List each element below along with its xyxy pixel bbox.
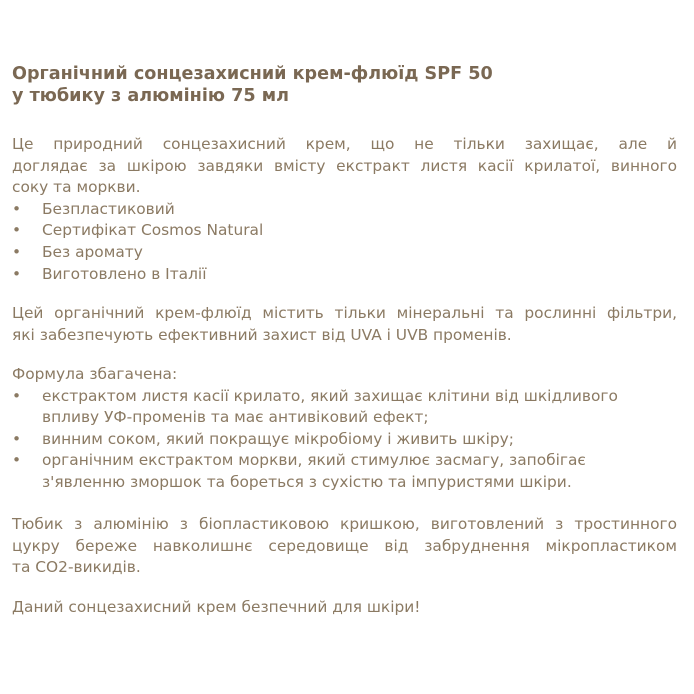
filters-section <box>12 303 677 346</box>
filters-line-1: Цей органічний крем-флюїд містить тільки мінеральні та рослинні фільтри, <box>12 304 677 322</box>
formula-text-line-1: екстрактом листя касії крилато, який захищає клітини від шкідливого <box>42 386 618 405</box>
tube-section <box>12 514 677 579</box>
formula-text-line-1: органічним екстрактом моркви, який стимулює засмагу, запобігає <box>42 451 586 470</box>
bullet-icon: • <box>12 429 22 448</box>
feature-text: Безпластиковий <box>42 199 175 218</box>
product-title-line-1: Органічний сонцезахисний крем-флюїд SPF 50 <box>12 64 493 84</box>
tube-line-2: цукру береже навколишнє середовище від забруднення мікропластиком <box>12 536 677 555</box>
feature-text: Виготовлено в Італії <box>42 264 207 283</box>
formula-bullet-wine <box>12 429 677 451</box>
filters-line-2: які забезпечують ефективний захист від UVA і UVB променів. <box>12 325 512 344</box>
bullet-icon: • <box>12 199 22 218</box>
feature-bullet-certificate <box>12 220 677 242</box>
formula-heading: Формула збагачена: <box>12 365 178 383</box>
bullet-icon: • <box>12 451 22 470</box>
formula-section <box>12 364 677 494</box>
closing-line: Даний сонцезахисний крем безпечний для шкіри! <box>12 598 421 616</box>
product-title <box>12 63 493 107</box>
bullet-icon: • <box>12 242 22 261</box>
formula-text-line-2: впливу УФ-променів та має антивіковий ефект; <box>42 408 429 427</box>
intro-line-1: Це природний сонцезахисний крем, що не тільки захищає, але й <box>12 135 677 153</box>
feature-text: Сертифікат Cosmos Natural <box>42 221 264 240</box>
formula-bullet-carrot <box>12 450 677 493</box>
intro-line-3: соку та моркви. <box>12 178 141 197</box>
formula-text-line-2: з'явленню зморшок та бореться з сухістю та імпуристями шкіри. <box>42 472 572 491</box>
feature-bullet-made-in-italy <box>12 264 677 286</box>
bullet-icon: • <box>12 386 22 405</box>
formula-text-line-1: винним соком, який покращує мікробіому і живить шкіру; <box>42 429 514 448</box>
feature-text: Без аромату <box>42 242 143 261</box>
tube-line-1: Тюбик з алюмінію з біопластиковою кришкою, виготовлений з тростинного <box>12 515 677 533</box>
bullet-icon: • <box>12 264 22 283</box>
feature-bullet-plastic-free <box>12 199 677 221</box>
formula-bullet-cassia <box>12 386 677 429</box>
product-title-line-2: у тюбику з алюмінію 75 мл <box>12 86 289 106</box>
tube-line-3: та CO2-викидів. <box>12 558 141 577</box>
bullet-icon: • <box>12 221 22 240</box>
closing-section <box>12 597 677 619</box>
intro-section <box>12 134 677 285</box>
intro-line-2: доглядає за шкірою завдяки вмісту екстракт листя касії крилатої, винного <box>12 156 677 175</box>
feature-bullet-fragrance-free <box>12 242 677 264</box>
